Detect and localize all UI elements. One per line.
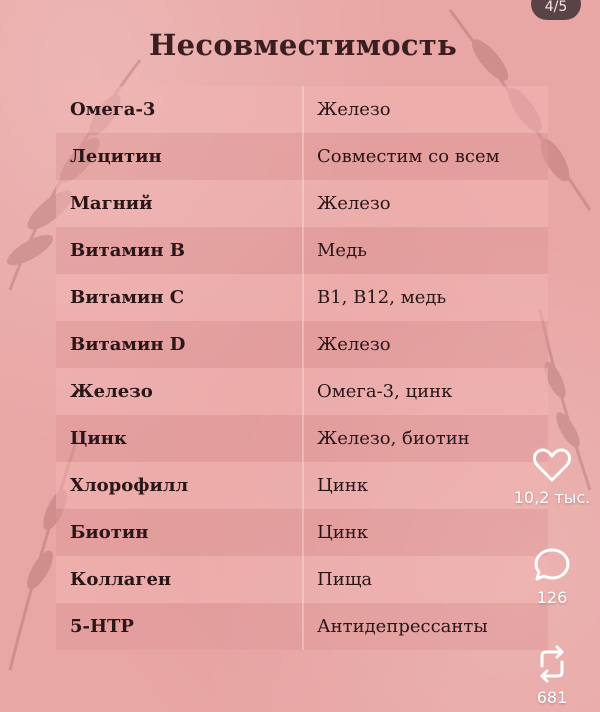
incompatible-with: Железо [317, 99, 391, 120]
like-button[interactable] [504, 446, 600, 507]
incompatible-with: Пища [317, 569, 373, 590]
incompatible-with: Железо [317, 193, 391, 214]
supplement-name: Магний [70, 193, 153, 214]
supplement-name: Коллаген [70, 569, 172, 590]
table-row [56, 603, 548, 650]
table-row [56, 415, 548, 462]
supplement-name: Лецитин [70, 146, 162, 167]
incompatible-with: Железо, биотин [317, 428, 470, 449]
incompatible-with: Омега-3, цинк [317, 381, 453, 402]
incompatible-with: Медь [317, 240, 367, 261]
table-row [56, 462, 548, 509]
table-row [56, 274, 548, 321]
table-row [56, 321, 548, 368]
table-row [56, 86, 548, 133]
incompatible-with: Цинк [317, 522, 368, 543]
table-row [56, 180, 548, 227]
heart-icon [532, 446, 572, 484]
incompatible-with: В1, В12, медь [317, 287, 447, 308]
repost-count: 681 [536, 688, 568, 707]
compatibility-table [56, 86, 548, 650]
supplement-name: Витамин С [70, 287, 185, 308]
supplement-name: Железо [70, 381, 153, 402]
table-row [56, 368, 548, 415]
page-title: Несовместимость [148, 28, 458, 62]
incompatible-with: Цинк [317, 475, 368, 496]
comment-icon [532, 546, 572, 584]
table-row [56, 227, 548, 274]
supplement-name: Витамин В [70, 240, 186, 261]
incompatible-with: Железо [317, 334, 391, 355]
like-count: 10,2 тыс. [513, 488, 591, 507]
table-row [56, 133, 548, 180]
comment-count: 126 [536, 588, 568, 607]
repost-icon [532, 644, 572, 684]
supplement-name: Биотин [70, 522, 149, 543]
supplement-name: Хлорофилл [70, 475, 189, 496]
repost-button[interactable] [504, 644, 600, 707]
page-indicator: 4/5 [531, 0, 581, 20]
table-row [56, 509, 548, 556]
supplement-name: 5-НТР [70, 616, 134, 637]
incompatible-with: Антидепрессанты [317, 616, 488, 637]
comment-button[interactable] [504, 546, 600, 607]
table-row [56, 556, 548, 603]
supplement-name: Омега-3 [70, 99, 156, 120]
supplement-name: Витамин D [70, 334, 186, 355]
supplement-name: Цинк [70, 428, 127, 449]
incompatible-with: Совместим со всем [317, 146, 500, 167]
